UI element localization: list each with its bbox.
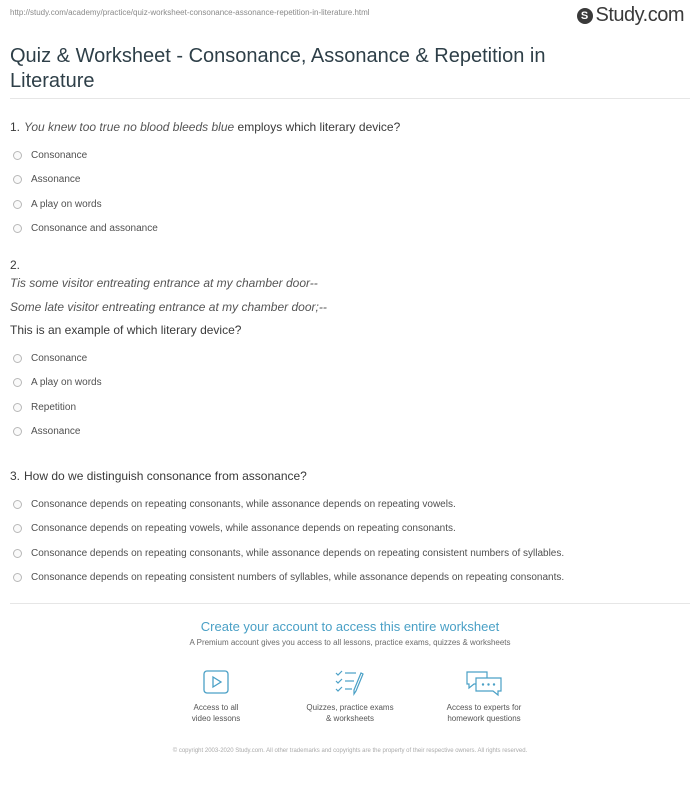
question-2-number: 2. bbox=[10, 258, 21, 272]
feature-line-2: homework questions bbox=[447, 714, 521, 723]
study-logo-text: Study.com bbox=[595, 4, 684, 26]
feature-line-1: Access to all bbox=[193, 703, 239, 712]
answer-option[interactable] bbox=[10, 143, 690, 168]
radio-icon[interactable] bbox=[13, 175, 22, 184]
expert-chat-icon bbox=[464, 668, 504, 698]
answer-option[interactable] bbox=[10, 492, 690, 517]
answer-option[interactable] bbox=[10, 517, 690, 542]
answer-option[interactable] bbox=[10, 566, 690, 591]
answer-option-label: Consonance depends on repeating consistent numbers of syllables, while assonance depends on repeating consonants. bbox=[31, 572, 565, 584]
feature-quizzes bbox=[280, 668, 420, 724]
answer-option[interactable] bbox=[10, 541, 690, 566]
radio-icon[interactable] bbox=[13, 524, 22, 533]
feature-line-2: video lessons bbox=[191, 714, 241, 723]
video-lessons-icon bbox=[200, 668, 232, 698]
answer-option-label: Consonance depends on repeating vowels, while assonance depends on repeating consonants. bbox=[31, 523, 456, 535]
feature-line-1: Quizzes, practice exams bbox=[306, 703, 394, 712]
question-number: 1. bbox=[10, 120, 21, 134]
answer-option[interactable] bbox=[10, 217, 690, 242]
page-title: Quiz & Worksheet - Consonance, Assonance & Repetition in Literature bbox=[10, 45, 546, 92]
signup-cta bbox=[0, 619, 700, 647]
cta-subtitle: A Premium account gives you access to all lessons, practice exams, quizzes & worksheets bbox=[189, 638, 511, 647]
radio-icon[interactable] bbox=[13, 427, 22, 436]
radio-icon[interactable] bbox=[13, 151, 22, 160]
answer-option-label: A play on words bbox=[31, 377, 102, 389]
quote-line-2: Some late visitor entreating entrance at my chamber door;-- bbox=[10, 300, 327, 314]
answer-option-label: Assonance bbox=[31, 174, 81, 186]
study-logo-icon: S bbox=[577, 8, 593, 24]
answer-option-label: Consonance depends on repeating consonants, while assonance depends on repeating vowels. bbox=[31, 498, 456, 510]
answer-option-label: Consonance bbox=[31, 352, 88, 364]
radio-icon[interactable] bbox=[13, 378, 22, 387]
feature-experts bbox=[414, 668, 554, 724]
answer-options bbox=[10, 346, 690, 444]
quiz-checklist-icon bbox=[332, 668, 368, 698]
answer-option-label: Consonance and assonance bbox=[31, 223, 158, 235]
radio-icon[interactable] bbox=[13, 354, 22, 363]
radio-icon[interactable] bbox=[13, 573, 22, 582]
feature-line-1: Access to experts for bbox=[446, 703, 522, 712]
page-url: http://study.com/academy/practice/quiz-worksheet-consonance-assonance-repetition-in-literature.html bbox=[10, 8, 370, 17]
copyright-notice: © copyright 2003-2020 Study.com. All other trademarks and copyrights are the property of their respective owners. All rights reserved. bbox=[172, 748, 528, 754]
answer-option[interactable] bbox=[10, 420, 690, 445]
feature-line-2: & worksheets bbox=[325, 714, 375, 723]
answer-option-label: Assonance bbox=[31, 426, 81, 438]
answer-option[interactable] bbox=[10, 395, 690, 420]
answer-option-label: A play on words bbox=[31, 198, 102, 210]
answer-option[interactable] bbox=[10, 168, 690, 193]
question-number: 3. bbox=[10, 469, 21, 483]
feature-video-lessons bbox=[146, 668, 286, 724]
answer-option[interactable] bbox=[10, 346, 690, 371]
radio-icon[interactable] bbox=[13, 200, 22, 209]
answer-option-label: Consonance bbox=[31, 149, 88, 161]
question-3-text: How do we distinguish consonance from assonance? bbox=[24, 469, 307, 483]
question-3 bbox=[10, 468, 690, 590]
question-2 bbox=[10, 257, 690, 444]
question-1-quote: You knew too true no blood bleeds blue bbox=[24, 120, 235, 134]
radio-icon[interactable] bbox=[13, 403, 22, 412]
question-1-text: employs which literary device? bbox=[234, 120, 401, 134]
question-2-prompt: This is an example of which literary device? bbox=[10, 323, 242, 337]
question-1 bbox=[10, 119, 690, 241]
answer-option[interactable] bbox=[10, 192, 690, 217]
answer-option[interactable] bbox=[10, 371, 690, 396]
title-divider bbox=[10, 98, 690, 99]
radio-icon[interactable] bbox=[13, 224, 22, 233]
question-1-prompt bbox=[10, 119, 690, 135]
question-3-prompt bbox=[10, 468, 690, 484]
quote-line-1: Tis some visitor entreating entrance at my chamber door-- bbox=[10, 276, 318, 290]
radio-icon[interactable] bbox=[13, 500, 22, 509]
radio-icon[interactable] bbox=[13, 549, 22, 558]
answer-option-label: Consonance depends on repeating consonants, while assonance depends on repeating consistent numbers of syllables. bbox=[31, 547, 565, 559]
answer-options bbox=[10, 143, 690, 241]
cta-divider bbox=[10, 603, 690, 604]
create-account-link[interactable]: Create your account to access this entire worksheet bbox=[200, 619, 500, 634]
answer-options bbox=[10, 492, 690, 590]
answer-option-label: Repetition bbox=[31, 401, 77, 413]
study-logo[interactable] bbox=[577, 4, 685, 27]
